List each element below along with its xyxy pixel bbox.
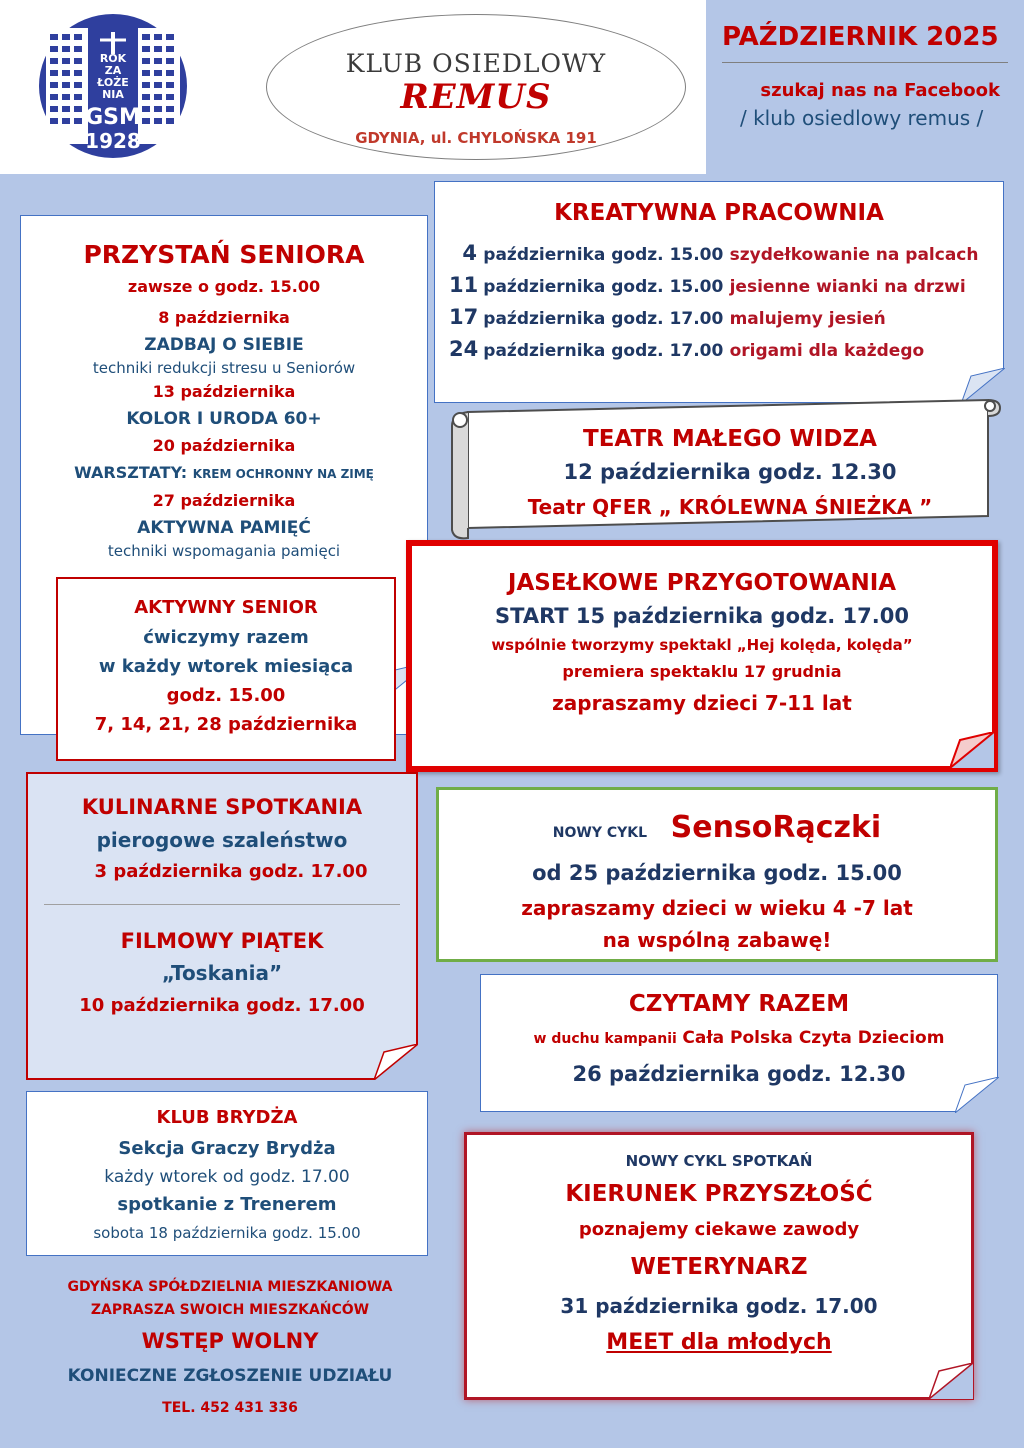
logo-text-nia: NIA — [102, 88, 124, 101]
przystan-always: zawsze o godz. 15.00 — [127, 277, 321, 296]
footer-line2: ZAPRASZA SWOICH MIESZKAŃCÓW — [90, 1302, 370, 1318]
footer — [8, 1276, 452, 1424]
aktywny-line3: godz. 15.00 — [166, 685, 286, 706]
kreatywna-item: 17 października godz. 17.00 malujemy jesień — [449, 305, 886, 329]
brydz-card — [26, 1091, 428, 1256]
logo-text-rok: ROK — [99, 52, 127, 65]
facebook-line1: szukaj nas na Facebook — [760, 80, 1000, 101]
kierunek-meet: MEET dla młodych — [606, 1330, 832, 1355]
teatr-section — [470, 424, 990, 524]
teatr-title: TEATR MAŁEGO WIDZA — [583, 426, 877, 452]
przystan-title: PRZYSTAŃ SENIORA — [83, 240, 365, 269]
senso-line2: na wspólną zabawę! — [602, 928, 832, 952]
jaselka-line1: wspólnie tworzymy spektakl „Hej kolęda, kolęda” — [491, 636, 913, 654]
header-divider — [722, 62, 1008, 63]
przystan-date-1: 8 października — [158, 308, 290, 327]
kreatywna-item: 11 października godz. 15.00 jesienne wianki na drzwi — [449, 273, 966, 297]
przystan-sub-4: techniki wspomagania pamięci — [107, 542, 341, 560]
club-address: GDYNIA, ul. CHYLOŃSKA 191 — [355, 129, 597, 147]
senso-card — [436, 787, 998, 962]
jaselka-line3: zapraszamy dzieci 7-11 lat — [552, 691, 852, 715]
brydz-title: KLUB BRYDŻA — [156, 1107, 298, 1128]
page-curl-icon — [929, 1363, 973, 1399]
aktywny-title: AKTYWNY SENIOR — [134, 597, 318, 618]
jaselka-card — [406, 540, 998, 772]
kierunek-card — [464, 1132, 974, 1400]
header-banner — [0, 0, 706, 174]
footer-line4: KONIECZNE ZGŁOSZENIE UDZIAŁU — [67, 1366, 393, 1386]
kreatywna-item: 24 października godz. 17.00 origami dla każdego — [449, 337, 925, 361]
czytamy-date: 26 października godz. 12.30 — [572, 1062, 906, 1086]
kierunek-pre: NOWY CYKL SPOTKAŃ — [625, 1152, 813, 1170]
jaselka-start: START 15 października godz. 17.00 — [495, 604, 909, 628]
teatr-date: 12 października godz. 12.30 — [563, 460, 897, 484]
aktywny-card — [56, 577, 396, 761]
club-name-oval — [266, 14, 686, 160]
kierunek-title: KIERUNEK PRZYSZŁOŚĆ — [565, 1181, 873, 1207]
czytamy-card — [480, 974, 998, 1112]
kreatywna-list — [449, 238, 978, 366]
kreatywna-card — [434, 181, 1004, 403]
przystan-event-3: WARSZTATY: KREM OCHRONNY NA ZIMĘ — [74, 463, 374, 482]
przystan-event-2: KOLOR I URODA 60+ — [126, 409, 322, 429]
przystan-event-4: AKTYWNA PAMIĘĆ — [137, 518, 311, 538]
czytamy-title: CZYTAMY RAZEM — [628, 991, 850, 1017]
przystan-date-2: 13 października — [152, 382, 296, 401]
aktywny-line2: w każdy wtorek miesiąca — [98, 656, 354, 677]
logo-text-loze: ŁOŻE — [97, 76, 129, 89]
jaselka-line2: premiera spektaklu 17 grudnia — [562, 662, 842, 681]
kreatywna-title: KREATYWNA PRACOWNIA — [554, 200, 884, 226]
brydz-line2: każdy wtorek od godz. 17.00 — [104, 1167, 350, 1187]
kulinarne-date: 3 października godz. 17.00 — [94, 861, 368, 882]
film-name: „Toskania” — [161, 961, 283, 985]
przystan-sub-1: techniki redukcji stresu u Seniorów — [92, 359, 356, 377]
kierunek-date: 31 października godz. 17.00 — [560, 1294, 878, 1318]
film-title: FILMOWY PIĄTEK — [120, 929, 324, 953]
kulinarne-title: KULINARNE SPOTKANIA — [81, 795, 363, 819]
kulinarne-card — [26, 772, 418, 1080]
kulinarne-divider — [44, 904, 400, 905]
facebook-line2: / klub osiedlowy remus / — [740, 106, 984, 130]
czytamy-campaign-line: w duchu kampanii Cała Polska Czyta Dzieciom — [533, 1028, 945, 1048]
senso-header: NOWY CYKL SensoRączki — [552, 810, 882, 845]
logo-text-year: 1928 — [85, 129, 141, 153]
logo-text-za: ZA — [104, 64, 122, 77]
film-date: 10 października godz. 17.00 — [79, 995, 365, 1016]
przystan-date-4: 27 października — [152, 491, 296, 510]
jaselka-title: JASEŁKOWE PRZYGOTOWANIA — [507, 570, 897, 596]
page-curl-icon — [955, 1077, 999, 1113]
kreatywna-item: 4 października godz. 15.00 szydełkowanie na palcach — [462, 241, 979, 265]
aktywny-line4: 7, 14, 21, 28 października — [94, 714, 358, 735]
logo-text-gsm: GSM — [85, 105, 141, 130]
senso-date: od 25 października godz. 15.00 — [532, 861, 902, 885]
month-title: PAŹDZIERNIK 2025 — [722, 22, 999, 52]
teatr-show: Teatr QFER „ KRÓLEWNA ŚNIEŻKA ” — [527, 495, 933, 519]
page-curl-icon — [374, 1044, 418, 1080]
kulinarne-sub: pierogowe szaleństwo — [96, 828, 348, 852]
przystan-event-1: ZADBAJ O SIEBIE — [144, 335, 304, 355]
footer-phone: TEL. 452 431 336 — [162, 1400, 298, 1416]
page-curl-icon — [950, 732, 994, 768]
footer-line1: GDYŃSKA SPÓŁDZIELNIA MIESZKANIOWA — [67, 1279, 393, 1295]
footer-line3: WSTĘP WOLNY — [141, 1329, 319, 1353]
brydz-line4: sobota 18 października godz. 15.00 — [93, 1224, 361, 1242]
przystan-date-3: 20 października — [152, 436, 296, 455]
brydz-line3: spotkanie z Trenerem — [117, 1194, 337, 1215]
brydz-line1: Sekcja Graczy Brydża — [118, 1138, 336, 1159]
club-line1: KLUB OSIEDLOWY — [345, 49, 607, 78]
gsm-logo — [38, 12, 188, 160]
kierunek-job: WETERYNARZ — [630, 1254, 808, 1280]
senso-line1: zapraszamy dzieci w wieku 4 -7 lat — [521, 896, 913, 920]
aktywny-line1: ćwiczymy razem — [143, 627, 309, 648]
kierunek-sub: poznajemy ciekawe zawody — [578, 1219, 860, 1240]
club-name: REMUS — [400, 77, 552, 117]
